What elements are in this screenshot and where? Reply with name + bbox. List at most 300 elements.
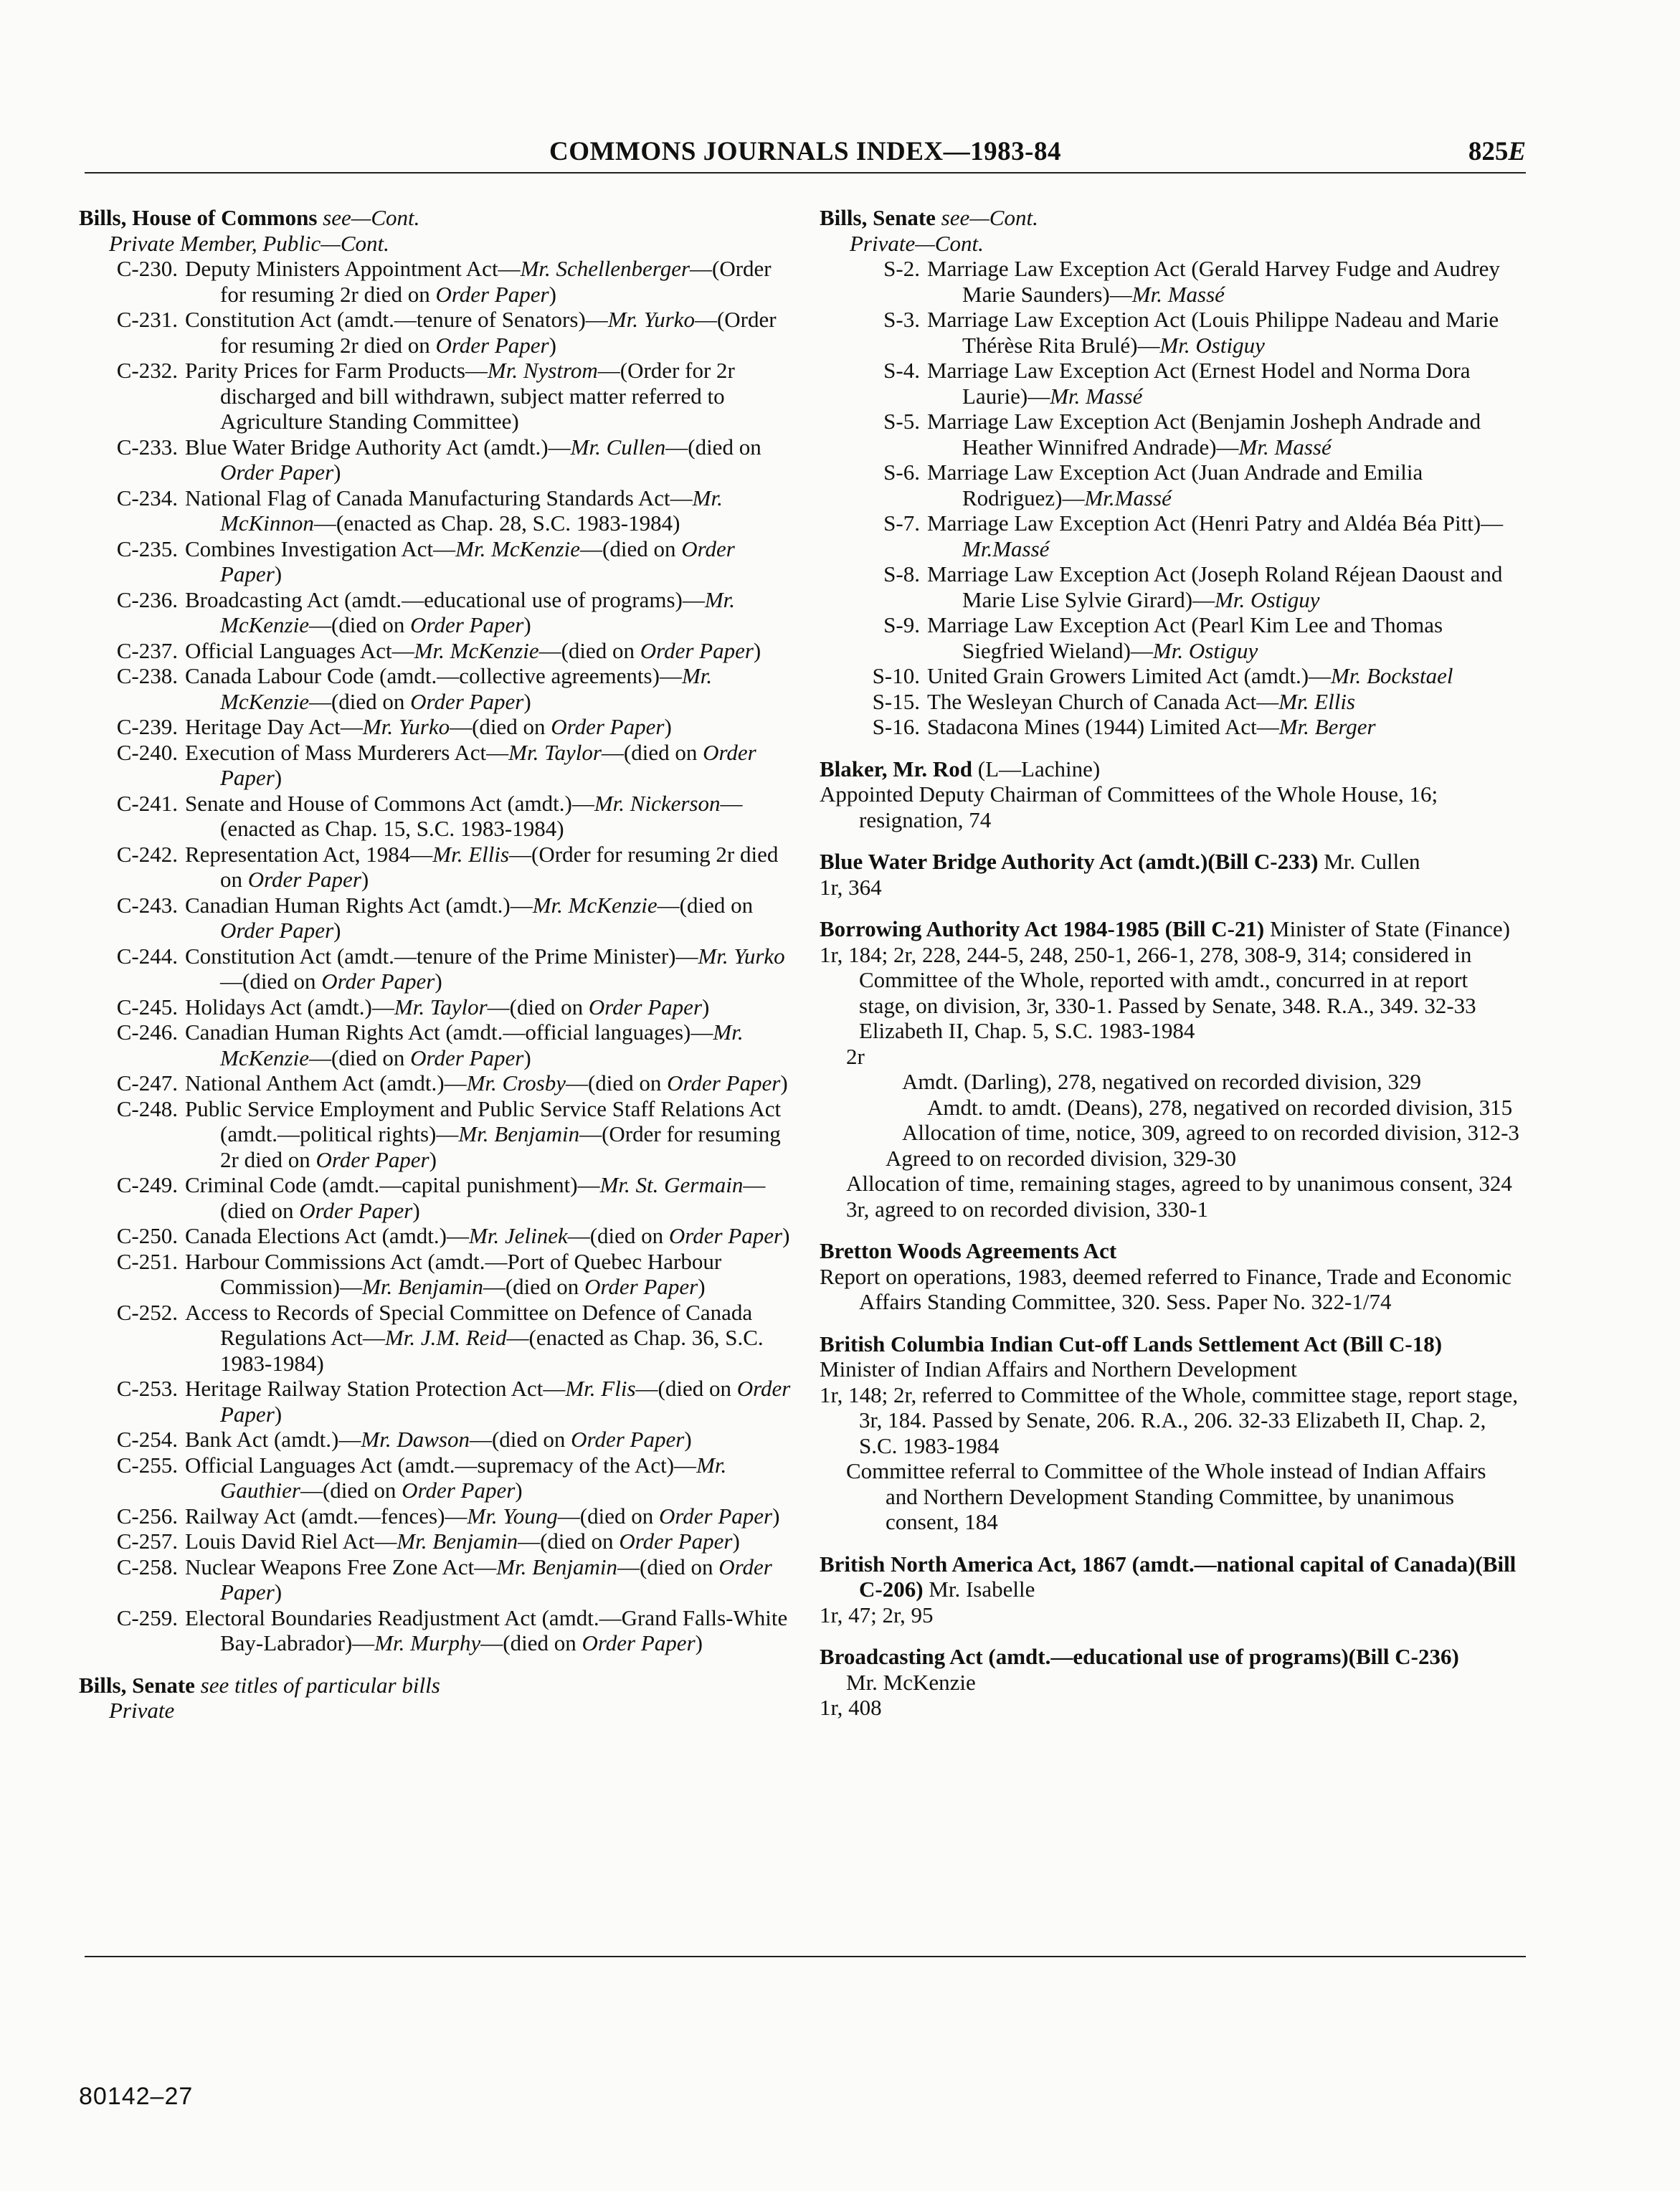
entry-title: British Columbia Indian Cut-off Lands Settlement Act (Bill C-18) — [820, 1331, 1443, 1356]
bill-italic-text: Order Paper — [321, 969, 435, 994]
page-title: COMMONS JOURNALS INDEX—1983-84 — [549, 137, 1061, 166]
bill-italic-text: Mr. McKenzie — [414, 637, 539, 663]
entry-line: Allocation of time, notice, 309, agreed to on recorded division, 312-3 — [902, 1120, 1519, 1145]
bill-segment: ) — [333, 460, 341, 485]
bill-number: C-246. — [116, 1020, 178, 1045]
bill-number: C-252. — [116, 1299, 178, 1325]
bill-italic-text: Mr.Massé — [1084, 485, 1172, 510]
bill-italic-text: Mr. Taylor — [508, 739, 602, 765]
bill-segment: Canadian Human Rights Act (amdt.—official languages)— — [185, 1020, 713, 1045]
bill-segment: Marriage Law Exception Act (Gerald Harvey Fudge and Audrey Marie Saunders)— — [927, 256, 1500, 307]
bill-segment: ) — [435, 969, 442, 994]
bill-italic-text: Mr. Ostiguy — [1215, 586, 1320, 612]
bill-number: C-241. — [116, 790, 178, 816]
bill-segment: —(died on — [487, 994, 589, 1020]
bill-entry — [79, 842, 796, 893]
bill-segment: —(Order for resuming 2r died on — [220, 841, 779, 892]
bill-text — [185, 1453, 796, 1503]
bill-segment: —(died on — [300, 1478, 402, 1503]
bill-text — [927, 409, 1522, 460]
bill-number: C-244. — [116, 943, 178, 969]
bill-number: C-243. — [116, 892, 178, 918]
bill-text — [927, 307, 1522, 358]
bill-text — [185, 1529, 796, 1554]
entry-title: Bretton Woods Agreements Act — [820, 1238, 1117, 1263]
bill-entry — [79, 587, 796, 638]
bill-italic-text: Mr. McKenzie — [455, 536, 581, 561]
bill-number: S-15. — [872, 688, 920, 714]
bill-segment: —(died on — [220, 1172, 766, 1223]
bill-italic-text: Mr. J.M. Reid — [384, 1325, 507, 1350]
bill-text — [185, 944, 796, 994]
bill-segment: —(Order for 2r discharged and bill withdrawn, subject matter referred to Agriculture Standing Committee) — [220, 358, 735, 434]
bill-entry — [79, 485, 796, 536]
bill-italic-text: Mr. McKenzie — [532, 892, 658, 918]
bill-italic-text: Order Paper — [299, 1197, 413, 1223]
bill-italic-text: Order Paper — [410, 688, 524, 714]
bill-number: C-253. — [116, 1376, 178, 1401]
bill-text — [927, 460, 1522, 510]
bill-text — [185, 1605, 796, 1656]
bill-segment: —(died on — [557, 1503, 659, 1529]
bill-number: C-242. — [116, 841, 178, 867]
bill-text — [185, 740, 796, 791]
bill-segment: ) — [732, 1529, 740, 1554]
index-entry-heading — [820, 1551, 1522, 1602]
bill-segment: Senate and House of Commons Act (amdt.)— — [185, 790, 594, 816]
entry-line: 1r, 148; 2r, referred to Committee of the Whole, committee stage, report stage, 3r, 184. Passed by Senate, 206. R.A., 206. 32-33 Elizabeth II, Chap. 2, S.C. 1983-1984 — [820, 1382, 1518, 1458]
bill-segment: —(died on — [483, 1274, 585, 1299]
entry-line: 1r, 408 — [820, 1695, 882, 1720]
bill-italic-text: Order Paper — [315, 1146, 430, 1172]
bill-segment: —(died on — [480, 1630, 582, 1655]
right-entry-list — [820, 740, 1522, 1721]
bill-text — [185, 1223, 796, 1249]
bill-segment: ) — [333, 918, 341, 943]
bill-italic-text: Order Paper — [571, 1427, 685, 1452]
entry-line: 3r, agreed to on recorded division, 330-1 — [846, 1196, 1208, 1222]
bill-number: C-251. — [116, 1248, 178, 1274]
bill-segment: —(died on — [665, 434, 761, 460]
senate-heading: Bills, Senate see titles of particular bills — [79, 1672, 440, 1698]
bill-number: C-257. — [116, 1529, 178, 1554]
bill-text — [185, 1300, 796, 1377]
bill-italic-text: Order Paper — [402, 1478, 516, 1503]
bill-text — [185, 638, 796, 664]
bill-number: C-258. — [116, 1554, 178, 1579]
bill-number: S-10. — [872, 663, 920, 688]
bill-italic-text: Mr. Jelinek — [469, 1223, 568, 1248]
bill-segment: ) — [782, 1223, 790, 1248]
left-column — [79, 205, 796, 1724]
entry-sponsor: Mr. Isabelle — [923, 1577, 1035, 1602]
bill-segment: —(Order for resuming 2r died on — [220, 307, 777, 358]
bill-entry — [820, 612, 1522, 663]
bill-entry — [820, 510, 1522, 561]
bill-italic-text: Mr. Bockstael — [1331, 663, 1453, 688]
bill-number: S-7. — [883, 510, 920, 536]
index-entry-heading — [820, 849, 1522, 875]
bill-segment: —(died on — [580, 536, 682, 561]
bill-italic-text: Order Paper — [220, 1554, 772, 1605]
bill-number: C-250. — [116, 1223, 178, 1248]
bill-segment: —(died on — [469, 1427, 571, 1452]
bill-entry — [820, 409, 1522, 460]
bill-italic-text: Order Paper — [588, 994, 703, 1020]
entry-title: Borrowing Authority Act 1984-1985 (Bill C-21) — [820, 916, 1265, 941]
bill-entry — [79, 714, 796, 740]
right-subheading: Private—Cont. — [850, 230, 984, 256]
bill-number: S-6. — [883, 460, 920, 485]
bill-italic-text: Order Paper — [619, 1529, 733, 1554]
bill-italic-text: Mr. Benjamin — [496, 1554, 617, 1579]
bill-italic-text: Mr. Young — [467, 1503, 558, 1529]
bill-text — [927, 510, 1522, 561]
bill-number: C-248. — [116, 1096, 178, 1121]
bill-number: S-4. — [883, 358, 920, 383]
bill-segment: Stadacona Mines (1944) Limited Act— — [927, 714, 1279, 739]
entry-line: Amdt. (Darling), 278, negatived on recorded division, 329 — [902, 1069, 1422, 1094]
bill-segment: —(died on — [635, 1376, 737, 1401]
bill-italic-text: Mr. Benjamin — [458, 1121, 580, 1146]
bill-segment: Broadcasting Act (amdt.—educational use of programs)— — [185, 586, 705, 612]
bill-italic-text: Mr. St. Germain — [599, 1172, 744, 1197]
bill-number: S-8. — [883, 561, 920, 586]
bill-italic-text: Order Paper — [220, 460, 334, 485]
bill-segment: ) — [698, 1274, 706, 1299]
bill-segment: Official Languages Act— — [185, 637, 414, 663]
bill-italic-text: Mr. Dawson — [361, 1427, 470, 1452]
bill-italic-text: Mr. Taylor — [394, 994, 488, 1020]
bill-segment: ) — [523, 612, 531, 637]
bill-entry — [79, 638, 796, 664]
entry-line: Report on operations, 1983, deemed referred to Finance, Trade and Economic Affairs Standing Committee, 320. Sess. Paper No. 322-1/74 — [820, 1263, 1512, 1314]
bill-italic-text: Order Paper — [220, 739, 756, 790]
entry-title: British North America Act, 1867 (amdt.—national capital of Canada)(Bill C-206) — [820, 1551, 1517, 1602]
bill-italic-text: Order Paper — [435, 281, 549, 307]
bill-entry — [820, 689, 1522, 715]
bill-segment: —(Order for resuming 2r died on — [220, 1121, 781, 1172]
bill-italic-text: Mr. McKinnon — [220, 485, 723, 536]
bill-italic-text: Order Paper — [220, 918, 334, 943]
footer-code: 80142–27 — [79, 2083, 194, 2110]
bill-segment: National Flag of Canada Manufacturing Standards Act— — [185, 485, 693, 510]
bill-entry — [79, 1070, 796, 1096]
bill-entry — [79, 434, 796, 485]
bill-segment: ) — [274, 765, 283, 790]
bill-number: S-2. — [883, 256, 920, 281]
bill-italic-text: Order Paper — [551, 714, 665, 739]
bill-number: S-9. — [883, 612, 920, 637]
entry-title: Blaker, Mr. Rod — [820, 756, 973, 781]
index-entry-heading — [820, 1331, 1522, 1357]
bill-italic-text: Mr. Massé — [1131, 281, 1225, 307]
bill-text — [185, 1376, 796, 1427]
bill-text — [185, 1070, 796, 1096]
bill-segment: Parity Prices for Farm Products— — [185, 358, 488, 383]
bill-entry — [79, 1300, 796, 1377]
bill-segment: Marriage Law Exception Act (Louis Philippe Nadeau and Marie Thérèse Rita Brulé)— — [927, 307, 1499, 358]
bill-segment: Marriage Law Exception Act (Henri Patry and Aldéa Béa Pitt)— — [927, 510, 1504, 536]
bill-text — [185, 358, 796, 434]
bill-text — [927, 689, 1522, 715]
bill-number: C-247. — [116, 1070, 178, 1096]
bill-text — [185, 485, 796, 536]
bill-entry — [820, 663, 1522, 689]
bill-segment: Constitution Act (amdt.—tenure of Senators)— — [185, 307, 608, 332]
bill-text — [185, 256, 796, 307]
index-entry-heading — [820, 916, 1522, 942]
entry-line: 2r — [846, 1043, 865, 1069]
bill-segment: Canada Elections Act (amdt.)— — [185, 1223, 469, 1248]
header-rule — [85, 172, 1526, 174]
page-number: 825E — [1468, 137, 1526, 166]
bill-italic-text: Order Paper — [410, 1045, 524, 1070]
bill-italic-text: Order Paper — [220, 1376, 791, 1427]
bill-entry — [79, 1554, 796, 1605]
entry-sponsor: Minister of State (Finance) — [1264, 916, 1510, 941]
bill-segment: ) — [549, 332, 556, 358]
bill-segment: —(died on — [538, 637, 640, 663]
bill-number: C-249. — [116, 1172, 178, 1197]
bill-segment: —(Order for resuming 2r died on — [220, 256, 772, 307]
bill-text — [185, 1172, 796, 1223]
bill-text — [927, 358, 1522, 409]
entry-line: Committee referral to Committee of the Whole instead of Indian Affairs and Northern Development Standing Committee, by unanimous consent, 184 — [846, 1458, 1486, 1534]
bill-segment: ) — [274, 1579, 283, 1605]
bill-text — [927, 256, 1522, 307]
bill-italic-text: Mr.Massé — [962, 536, 1050, 561]
bill-italic-text: Mr. Yurko — [362, 714, 450, 739]
bill-segment: ) — [523, 688, 531, 714]
footer-rule — [85, 1956, 1526, 1957]
entry-title: Broadcasting Act (amdt.—educational use of programs)(Bill C-236) — [820, 1644, 1459, 1669]
bill-entry — [79, 1427, 796, 1453]
bill-segment: ) — [412, 1197, 420, 1223]
bill-segment: —(died on — [518, 1529, 620, 1554]
entry-line: 1r, 184; 2r, 228, 244-5, 248, 250-1, 266-1, 278, 308-9, 314; considered in Committee of the Whole, reported with amdt., concurred in at report stage, on division, 3r, 330-1. Passed by Senate, 348. R.A., 349. 32-33 Elizabeth II, Chap. 5, S.C. 1983-1984 — [820, 941, 1476, 1043]
bill-entry — [820, 561, 1522, 612]
bill-segment: —(died on — [450, 714, 551, 739]
bill-segment: ) — [772, 1503, 780, 1529]
bill-segment: Execution of Mass Murderers Act— — [185, 739, 509, 765]
bill-segment: Marriage Law Exception Act (Joseph Roland Réjean Daoust and Marie Lise Sylvie Girard)— — [927, 561, 1503, 612]
bill-text — [185, 842, 796, 893]
bill-segment: ) — [274, 1401, 283, 1427]
bill-number: S-16. — [872, 714, 920, 739]
bill-segment: Nuclear Weapons Free Zone Act— — [185, 1554, 497, 1579]
entry-sponsor: (L—Lachine) — [972, 756, 1101, 781]
bill-entry — [820, 460, 1522, 510]
bill-entry — [79, 1223, 796, 1249]
bill-italic-text: Mr. Flis — [565, 1376, 636, 1401]
bill-segment: —(enacted as Chap. 15, S.C. 1983-1984) — [220, 790, 743, 841]
bill-number: C-255. — [116, 1452, 178, 1478]
bill-segment: United Grain Growers Limited Act (amdt.)— — [927, 663, 1332, 688]
bill-entry — [79, 1605, 796, 1656]
bill-segment: —(enacted as Chap. 28, S.C. 1983-1984) — [313, 510, 680, 536]
bill-italic-text: Mr. Crosby — [466, 1070, 566, 1096]
entry-line: Minister of Indian Affairs and Northern Development — [820, 1356, 1297, 1382]
bill-segment: Canada Labour Code (amdt.—collective agreements)— — [185, 663, 682, 688]
bill-italic-text: Order Paper — [584, 1274, 698, 1299]
bill-italic-text: Mr. Gauthier — [220, 1452, 727, 1503]
bill-text — [185, 1554, 796, 1605]
right-heading: Bills, Senate see—Cont. — [820, 205, 1038, 230]
bill-entry — [79, 1249, 796, 1300]
bill-segment: ) — [695, 1630, 703, 1655]
left-heading: Bills, House of Commons see—Cont. — [79, 205, 420, 230]
bill-entry — [79, 944, 796, 994]
bill-segment: ) — [523, 1045, 531, 1070]
bill-entry — [79, 536, 796, 587]
right-column — [820, 205, 1522, 1721]
bill-italic-text: Mr. Yurko — [607, 307, 695, 332]
bill-italic-text: Mr. McKenzie — [220, 1020, 744, 1070]
bill-number: C-259. — [116, 1605, 178, 1630]
bill-entry — [79, 663, 796, 714]
bill-entry — [79, 791, 796, 842]
entry-line: Amdt. to amdt. (Deans), 278, negatived on recorded division, 315 — [927, 1094, 1513, 1120]
bill-number: C-237. — [116, 637, 178, 663]
bill-segment: ) — [753, 637, 761, 663]
bill-entry — [79, 1529, 796, 1554]
bill-segment: —(died on — [308, 612, 411, 637]
bill-italic-text: Mr. Ellis — [1278, 688, 1355, 714]
bill-italic-text: Mr. Ellis — [432, 841, 510, 867]
bill-segment: —(died on — [617, 1554, 719, 1579]
bill-segment: ) — [684, 1427, 692, 1452]
bill-italic-text: Order Paper — [658, 1503, 773, 1529]
bill-italic-text: Mr. McKenzie — [220, 586, 736, 637]
bill-text — [185, 1249, 796, 1300]
bill-text — [185, 1427, 796, 1453]
bill-segment: Marriage Law Exception Act (Pearl Kim Lee and Thomas Siegfried Wieland)— — [927, 612, 1443, 663]
bill-italic-text: Order Paper — [410, 612, 524, 637]
bill-segment: Representation Act, 1984— — [185, 841, 433, 867]
bill-segment: ) — [780, 1070, 788, 1096]
bill-segment: Deputy Ministers Appointment Act— — [185, 256, 521, 281]
bill-text — [185, 791, 796, 842]
bill-segment: ) — [702, 994, 710, 1020]
bill-segment: —(enacted as Chap. 36, S.C. 1983-1984) — [220, 1325, 764, 1376]
right-bill-list — [820, 256, 1522, 740]
bill-number: C-254. — [116, 1427, 178, 1452]
bill-number: C-235. — [116, 536, 178, 561]
bill-entry — [79, 1172, 796, 1223]
bill-text — [185, 663, 796, 714]
bill-segment: Constitution Act (amdt.—tenure of the Prime Minister)— — [185, 943, 698, 969]
bill-italic-text: Mr. Benjamin — [397, 1529, 518, 1554]
bill-italic-text: Order Paper — [220, 536, 735, 586]
bill-text — [927, 663, 1522, 689]
bill-number: C-233. — [116, 434, 178, 460]
bill-entry — [820, 714, 1522, 740]
bill-segment: The Wesleyan Church of Canada Act— — [927, 688, 1279, 714]
bill-italic-text: Mr. Berger — [1278, 714, 1376, 739]
entry-sponsor: Mr. Cullen — [1318, 849, 1420, 874]
bill-text — [927, 561, 1522, 612]
bill-segment: National Anthem Act (amdt.)— — [185, 1070, 467, 1096]
bill-text — [185, 994, 796, 1020]
bill-italic-text: Order Paper — [667, 1070, 781, 1096]
bill-text — [185, 1020, 796, 1070]
bill-segment: Public Service Employment and Public Service Staff Relations Act (amdt.—political rights)— — [185, 1096, 782, 1146]
bill-segment: ) — [274, 561, 283, 586]
bill-segment: Heritage Day Act— — [185, 714, 363, 739]
bill-segment: —(died on — [220, 969, 322, 994]
bill-number: S-5. — [883, 409, 920, 434]
bill-italic-text: Mr. Murphy — [374, 1630, 481, 1655]
bill-italic-text: Mr. Ostiguy — [1159, 332, 1265, 358]
bill-segment: Marriage Law Exception Act (Juan Andrade and Emilia Rodriguez)— — [927, 460, 1423, 510]
bill-segment: —(died on — [565, 1070, 668, 1096]
bill-italic-text: Mr. Massé — [1050, 383, 1143, 409]
bill-text — [185, 307, 796, 358]
bill-segment: Canadian Human Rights Act (amdt.)— — [185, 892, 533, 918]
bill-entry — [79, 256, 796, 307]
index-entry-heading — [820, 756, 1522, 782]
index-entry-heading — [820, 1238, 1522, 1264]
entry-line: Agreed to on recorded division, 329-30 — [886, 1145, 1236, 1171]
bill-text — [185, 893, 796, 944]
bill-segment: ) — [549, 281, 556, 307]
bill-entry — [79, 740, 796, 791]
bill-entry — [79, 1096, 796, 1173]
bill-entry — [79, 994, 796, 1020]
bill-segment: Electoral Boundaries Readjustment Act (amdt.—Grand Falls-White Bay-Labrador)— — [185, 1605, 788, 1655]
bill-text — [185, 434, 796, 485]
bill-entry — [79, 893, 796, 944]
bill-italic-text: Mr. Ostiguy — [1152, 637, 1258, 663]
bill-segment: —(died on — [601, 739, 703, 765]
bill-italic-text: Order Paper — [582, 1630, 696, 1655]
bill-italic-text: Mr. Schellenberger — [520, 256, 690, 281]
bill-number: S-3. — [883, 307, 920, 332]
bill-entry — [79, 307, 796, 358]
bill-number: C-236. — [116, 586, 178, 612]
bill-text — [185, 714, 796, 740]
entry-title: Blue Water Bridge Authority Act (amdt.)(Bill C-233) — [820, 849, 1319, 874]
bill-text — [185, 536, 796, 587]
senate-subheading: Private — [109, 1698, 175, 1723]
bill-segment: Harbour Commissions Act (amdt.—Port of Quebec Harbour Commission)— — [185, 1248, 722, 1299]
bill-segment: Holidays Act (amdt.)— — [185, 994, 394, 1020]
page-suffix: E — [1508, 137, 1526, 166]
bill-number: C-245. — [116, 994, 178, 1020]
bill-segment: —(died on — [567, 1223, 669, 1248]
bill-segment: Bank Act (amdt.)— — [185, 1427, 361, 1452]
entry-line: Allocation of time, remaining stages, agreed to by unanimous consent, 324 — [846, 1171, 1512, 1196]
bill-number: C-240. — [116, 739, 178, 765]
bill-segment: Louis David Riel Act— — [185, 1529, 397, 1554]
left-subheading: Private Member, Public—Cont. — [109, 230, 389, 256]
page-header — [85, 130, 1526, 174]
bill-segment: ) — [515, 1478, 523, 1503]
bill-text — [185, 1096, 796, 1173]
bill-segment: —(died on — [308, 1045, 411, 1070]
bill-italic-text: Order Paper — [435, 332, 549, 358]
bill-number: C-232. — [116, 358, 178, 383]
bill-number: C-230. — [116, 256, 178, 281]
entry-line: Mr. McKenzie — [846, 1669, 976, 1695]
index-entry-heading — [820, 1644, 1522, 1670]
bill-italic-text: Mr. McKenzie — [220, 663, 713, 714]
bill-segment: Criminal Code (amdt.—capital punishment)— — [185, 1172, 600, 1197]
bill-segment: ) — [429, 1146, 437, 1172]
bill-segment: Combines Investigation Act— — [185, 536, 456, 561]
bill-segment: Railway Act (amdt.—fences)— — [185, 1503, 468, 1529]
